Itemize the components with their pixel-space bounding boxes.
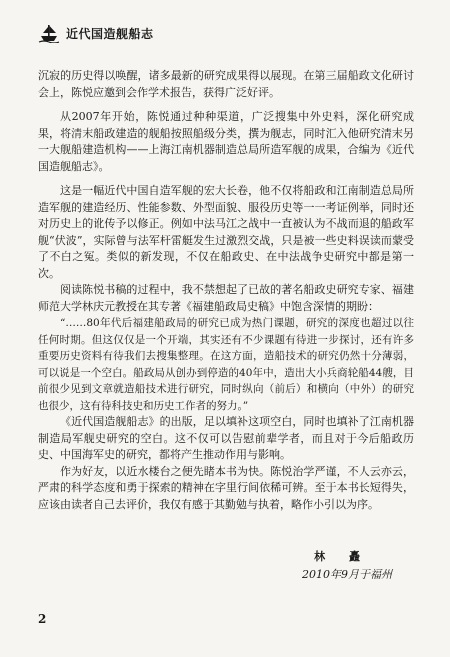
- paragraph: 这是一幅近代中国自造军舰的宏大长卷，他不仅将船政和江南制造总局所造军舰的建造经历、性能参数、外型面貌、服役历史等一一考证例举，同时还对历史上的讹传予以修正。例如中法马江之战中一直被认为不战而退的船政军舰“伏波”，实际曾与法军杆雷艇发生过激烈交战，只是被一些史料误读而蒙受了不白之冤。类似的新发现，不仅在船政史、在中法战争史研究中都是第一次。: [38, 184, 414, 280]
- signature-date: 2010年9月于福州: [302, 568, 392, 581]
- paragraph: 从2007年开始，陈悦通过种种渠道，广泛搜集中外史料，深化研究成果，将清末船政建造的舰船按照船级分类，撰为舰志，同时汇入他研究清末另一大舰船建造机构——上海江南机器制造总局所造军舰的成果，合编为《近代国造舰船志》。: [38, 110, 414, 173]
- running-header: [38, 22, 154, 44]
- page-number: 2: [38, 612, 47, 626]
- paragraph-continued: 沉寂的历史得以唤醒，诸多最新的研究成果得以展现。在第三届船政文化研讨会上，陈悦应邀到会作学术报告，获得广泛好评。: [38, 69, 414, 99]
- paragraph: 阅读陈悦书稿的过程中，我不禁想起了已故的著名船政史研究专家、福建师范大学林庆元教授在其专著《福建船政局史稿》中饱含深情的期盼：: [38, 283, 414, 313]
- signature-block: [302, 548, 392, 584]
- author-name: 林 矗: [314, 550, 370, 563]
- paragraph: 《近代国造舰船志》的出版，足以填补这项空白，同时也填补了江南机器制造局军舰史研究的空白。这不仅可以告慰前辈学者，而且对于今后船政历史、中国海军史的研究，都将产生推动作用与影响。: [38, 415, 414, 461]
- body-text: [38, 68, 414, 513]
- block-quote: “……80年代后福建船政局的研究已成为热门课题，研究的深度也超过以往任何时期。但这仅仅是一个开端，其实还有不少课题有待进一步探讨，还有许多重要历史资料有待我们去搜集整理。在这方面，造船技术的研究仍然十分薄弱，可以说是一个空白。船政局从创办到停造的40年中，造出大小兵商轮船44艘，目前很少见到文章就造船技术进行研究，同时纵向（前后）和横向（中外）的研究也很少，这有待科技史和历史工作者的努力。”: [38, 317, 414, 412]
- ship-logo-icon: [38, 23, 60, 43]
- paragraph: 作为好友，以近水楼台之便先睹本书为快。陈悦治学严谨，不人云亦云，严肃的科学态度和勇于探索的精神在字里行间依稀可辨。至于本书长短得失，应该由读者自己去评价，我仅有感于其勤勉与执着，略作小引以为序。: [38, 464, 414, 511]
- header-title: 近代国造舰船志: [66, 26, 154, 41]
